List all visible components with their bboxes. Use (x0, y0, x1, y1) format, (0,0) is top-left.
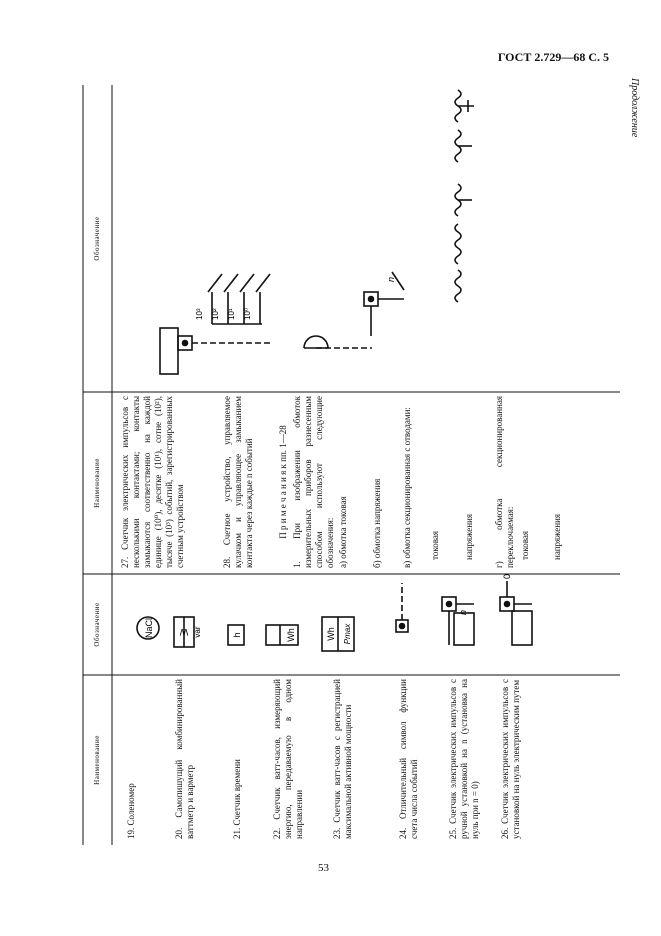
col-symbol-left: Обозначение (93, 602, 101, 647)
col-name-right: Наименование (93, 458, 101, 508)
pmax-label: Pmax (343, 623, 352, 645)
label-10-0: 10⁰ (243, 307, 252, 320)
document-header: ГОСТ 2.729—68 С. 5 (497, 50, 609, 64)
col-symbol-right: Обозначение (93, 216, 101, 261)
wh-label: Wh (286, 628, 296, 642)
label-10-3: 10³ (195, 308, 204, 320)
note-d: г) обмотка секционированная переключаемая: (494, 396, 515, 568)
item-19-text: 19. Соленомер (126, 783, 136, 839)
nacl-label: NaCl (144, 617, 154, 639)
note-d2: напряжения (552, 513, 562, 560)
label-10-2: 10² (211, 308, 220, 320)
n-label-25: n (458, 609, 468, 615)
left-symbols (112, 574, 620, 675)
note-c: в) обмотка секционированная с отводами: (402, 407, 412, 568)
continuation-label: Продолжение (629, 78, 640, 138)
note-p1: 1. При изображении обмоток измерительных приборов разнесенным способом используют следующие обозначения: (292, 396, 335, 568)
col-name-left: Наименование (93, 735, 101, 785)
note-c2: напряжения (464, 513, 474, 560)
h-label: h (232, 632, 242, 638)
note-d1: токовая (520, 531, 530, 560)
page-number: 53 (318, 862, 329, 874)
item-21-text: 21. Счетчик времени (232, 759, 242, 839)
wh-label-2: Wh (326, 627, 336, 641)
note-title: П р и м е ч а н и я к пп. 1—28 (278, 425, 288, 539)
note-b: б) обмотка напряжения (372, 478, 382, 568)
item-23-text: 23. Счетчик ватт-часов с регистрацией максимальной активной мощности (332, 679, 353, 839)
item-22-text: 22. Счетчик ватт-часов, измеряющий энергию, передаваемую в одном направлении (272, 679, 304, 839)
n-label-28: n (386, 276, 396, 282)
item-25-text: 25. Счетчик электрических импульсов с ручной установкой на n (установка на нуль при n = 0) (448, 679, 480, 839)
label-10-1: 10¹ (227, 308, 236, 320)
note-a: а) обмотка токовая (338, 496, 348, 568)
item-24-text: 24. Отличительный символ функции счета числа событий (398, 679, 419, 839)
zero-label: 0 (502, 574, 512, 579)
item-26-text: 26. Счетчик электрических импульсов с установкой на нуль электрическим путем (500, 679, 521, 839)
right-symbols (112, 85, 620, 392)
note-c1: токовая (430, 531, 440, 560)
item-28-text: 28. Счетное устройство, управляемое кулачком и управляющее замыканием контакта через каждые n событий (222, 396, 254, 568)
rotated-table (82, 85, 620, 845)
item-20-text: 20. Самопишущий комбинированный ваттметр и варметр (174, 679, 195, 839)
var-label: var (193, 626, 202, 638)
item-27-text: 27. Счетчик электрических импульсов с несколькими контактами; контакты замыкаются соответственно на каждой единице (10⁰), десятке (10¹), сотне (10²), тысяче (10³) событий, зарегистрированных счетным устройством (120, 396, 185, 568)
w-label: W (179, 627, 189, 637)
